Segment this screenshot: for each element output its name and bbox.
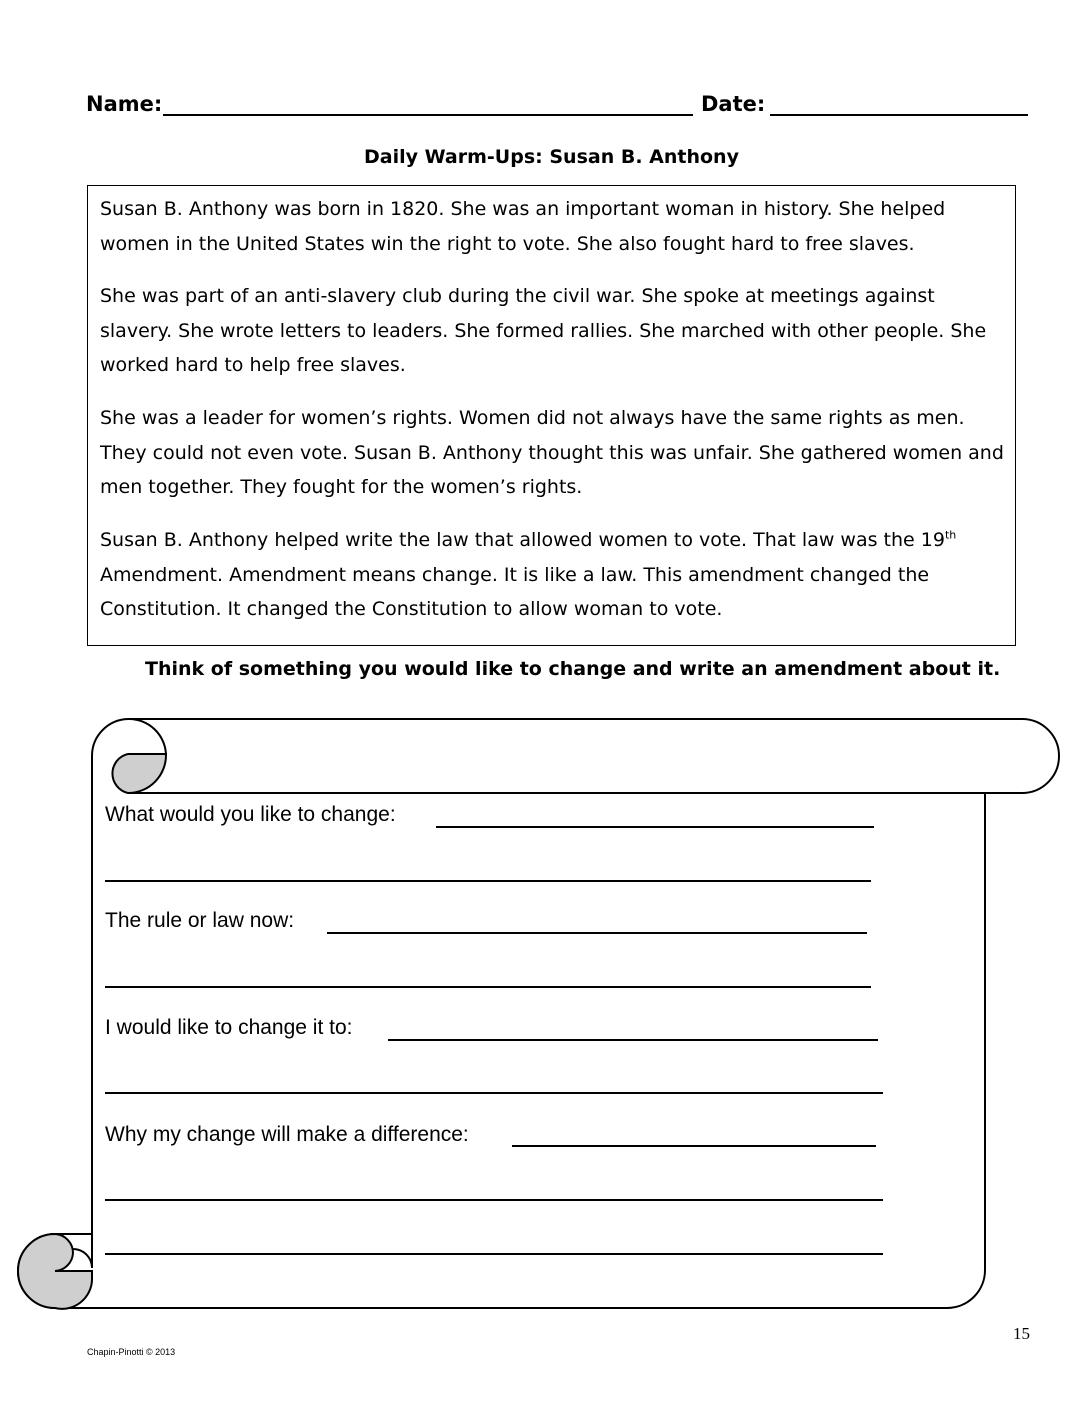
question-what-to-change: What would you like to change: <box>105 803 396 826</box>
answer-line-6[interactable] <box>105 1092 883 1094</box>
name-label: Name: <box>86 92 163 116</box>
passage-paragraph-2: She was part of an anti-slavery club during the civil war. She spoke at meetings against slavery. She wrote letters to leaders. She formed rallies. She marched with other people. She worked hard to help free slaves. <box>100 285 987 376</box>
scroll-bottom-curl-icon <box>18 1234 92 1309</box>
question-change-to: I would like to change it to: <box>105 1016 353 1039</box>
answer-line-1[interactable] <box>436 826 874 828</box>
answer-line-3[interactable] <box>327 932 867 934</box>
answer-line-7[interactable] <box>512 1145 876 1147</box>
question-rule-now: The rule or law now: <box>105 909 295 932</box>
ordinal-suffix: th <box>944 528 957 542</box>
passage-paragraph-3: She was a leader for women’s rights. Women did not always have the same rights as men. They could not even vote. Susan B. Anthony thought this was unfair. She gathered women and men together. They fought for the women’s rights. <box>100 407 1004 498</box>
writing-prompt: Think of something you would like to change and write an amendment about it. <box>145 658 1001 680</box>
passage-paragraph-4-text-a: Susan B. Anthony helped write the law that allowed women to vote. That law was the 19 <box>100 529 945 551</box>
page-title: Daily Warm-Ups: Susan B. Anthony <box>364 146 739 168</box>
answer-line-8[interactable] <box>105 1199 883 1201</box>
answer-line-5[interactable] <box>388 1039 878 1041</box>
date-label: Date: <box>701 92 766 116</box>
answer-line-9[interactable] <box>105 1253 883 1255</box>
passage-paragraph-1: Susan B. Anthony was born in 1820. She was an important woman in history. She helped women in the United States win the right to vote. She also fought hard to free slaves. <box>100 198 946 255</box>
copyright-footer: Chapin-Pinotti © 2013 <box>87 1347 176 1357</box>
page-number: 15 <box>1013 1324 1030 1343</box>
answer-line-2[interactable] <box>105 880 871 882</box>
question-why-difference: Why my change will make a difference: <box>105 1123 469 1146</box>
passage-paragraph-4-text-b: Amendment. Amendment means change. It is like a law. This amendment changed the Constitution. It changed the Constitution to allow woman to vote. <box>100 563 930 620</box>
answer-line-4[interactable] <box>105 986 871 988</box>
